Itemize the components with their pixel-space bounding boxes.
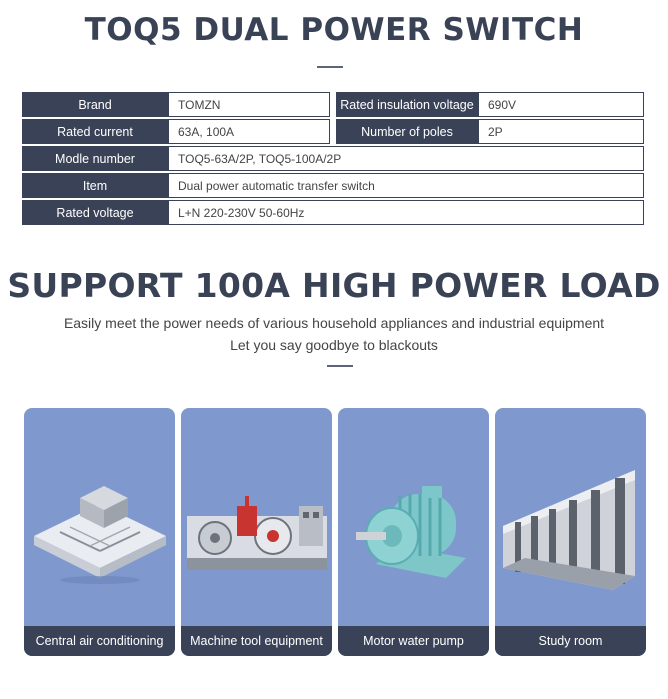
spec-value-insulation: 690V — [478, 92, 644, 117]
spec-value-current: 63A, 100A — [168, 119, 330, 144]
spec-row-model — [22, 146, 644, 171]
machine-tool-icon — [181, 408, 332, 626]
spec-row-current — [22, 119, 644, 144]
application-card-air-conditioning — [24, 408, 175, 656]
load-section-line2: Let you say goodbye to blackouts — [230, 337, 438, 353]
spec-value-item: Dual power automatic transfer switch — [168, 173, 644, 198]
spec-label-item: Item — [22, 173, 168, 198]
spec-row-voltage — [22, 200, 644, 225]
motor-icon — [338, 408, 489, 626]
application-caption: Machine tool equipment — [181, 626, 332, 656]
spec-value-voltage: L+N 220-230V 50-60Hz — [168, 200, 644, 225]
spec-value-model: TOQ5-63A/2P, TOQ5-100A/2P — [168, 146, 644, 171]
title-divider — [317, 66, 343, 68]
spec-value-poles: 2P — [478, 119, 644, 144]
application-caption: Motor water pump — [338, 626, 489, 656]
application-card-motor-pump — [338, 408, 489, 656]
load-section-title: SUPPORT 100A HIGH POWER LOAD — [7, 266, 661, 305]
spec-label-voltage: Rated voltage — [22, 200, 168, 225]
spec-row-item — [22, 173, 644, 198]
page-title: TOQ5 DUAL POWER SWITCH — [84, 12, 584, 48]
spec-label-model: Modle number — [22, 146, 168, 171]
section-divider — [327, 365, 353, 367]
application-caption: Central air conditioning — [24, 626, 175, 656]
spec-label-insulation: Rated insulation voltage — [336, 92, 478, 117]
air-conditioner-icon — [24, 408, 175, 626]
spec-row-brand — [22, 92, 644, 117]
application-caption: Study room — [495, 626, 646, 656]
spec-value-brand: TOMZN — [168, 92, 330, 117]
application-card-study-room — [495, 408, 646, 656]
spec-label-poles: Number of poles — [336, 119, 478, 144]
application-card-machine-tool — [181, 408, 332, 656]
server-rack-icon — [495, 408, 646, 626]
spec-label-brand: Brand — [22, 92, 168, 117]
spec-label-current: Rated current — [22, 119, 168, 144]
load-section-line1: Easily meet the power needs of various household appliances and industrial equipment — [63, 315, 605, 331]
